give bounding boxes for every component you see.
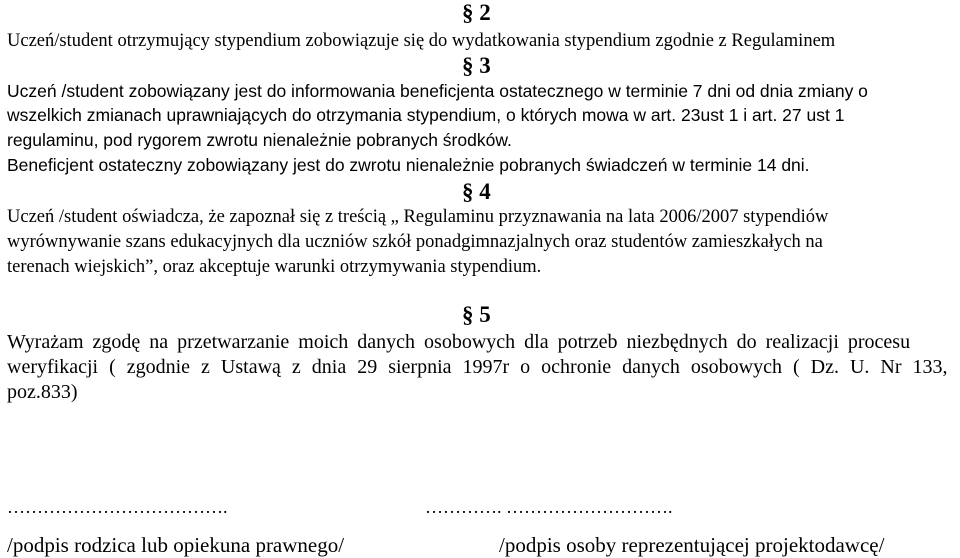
section-4-line-1: Uczeń /student oświadcza, że zapoznał się z treścią „ Regulaminu przyznawania na lata 2006/2007 stypendiów [7,207,829,227]
section-2-heading [462,1,491,25]
section-5-line-1: Wyrażam zgodę na przetwarzanie moich danych osobowych dla potrzeb niezbędnych do realizacji procesu [7,331,911,353]
section-5-line-2: weryfikacji ( zgodnie z Ustawą z dnia 29 sierpnia 1997r o ochronie danych osobowych ( Dz. U. Nr 133, [7,356,948,378]
section-3-line-4: Beneficjent ostateczny zobowiązany jest do zwrotu nienależnie pobranych świadczeń w terminie 14 dni. [7,155,810,175]
section-3-heading [462,54,491,78]
section-4-heading [462,180,491,204]
section-symbol: § [462,53,474,78]
section-5-heading [462,303,491,327]
section-symbol: § [462,302,474,327]
section-3-line-2: wszelkich zmianach uprawniających do otrzymania stypendium, o których mowa w art. 23ust 1 i art. 27 ust 1 [7,105,845,125]
section-4-line-2: wyrównywanie szans edukacyjnych dla uczniów szkół ponadgimnazjalnych oraz studentów zamieszkałych na [7,232,823,252]
section-number: 2 [479,0,491,25]
section-number: 4 [479,179,491,204]
section-5-line-3: poz.833) [7,381,78,403]
section-3-line-3: regulaminu, pod rygorem zwrotu nienależnie pobranych środków. [7,130,512,150]
section-number: 3 [479,53,491,78]
section-number: 5 [479,302,491,327]
section-symbol: § [462,0,474,25]
right-signature-label: /podpis osoby reprezentującej projektodawcę/ [499,533,885,557]
section-3-line-1: Uczeń /student zobowiązany jest do informowania beneficjenta ostatecznego w terminie 7 dni od dnia zmiany o [7,81,868,101]
left-signature-label: /podpis rodzica lub opiekuna prawnego/ [7,533,345,557]
left-signature-line: ………………………………. [7,497,228,517]
section-symbol: § [462,179,474,204]
right-signature-line: …………. ………………………. [425,497,673,517]
section-2-line-1: Uczeń/student otrzymujący stypendium zobowiązuje się do wydatkowania stypendium zgodnie z Regulaminem [7,31,836,51]
section-4-line-3: terenach wiejskich”, oraz akceptuje warunki otrzymywania stypendium. [7,257,542,277]
